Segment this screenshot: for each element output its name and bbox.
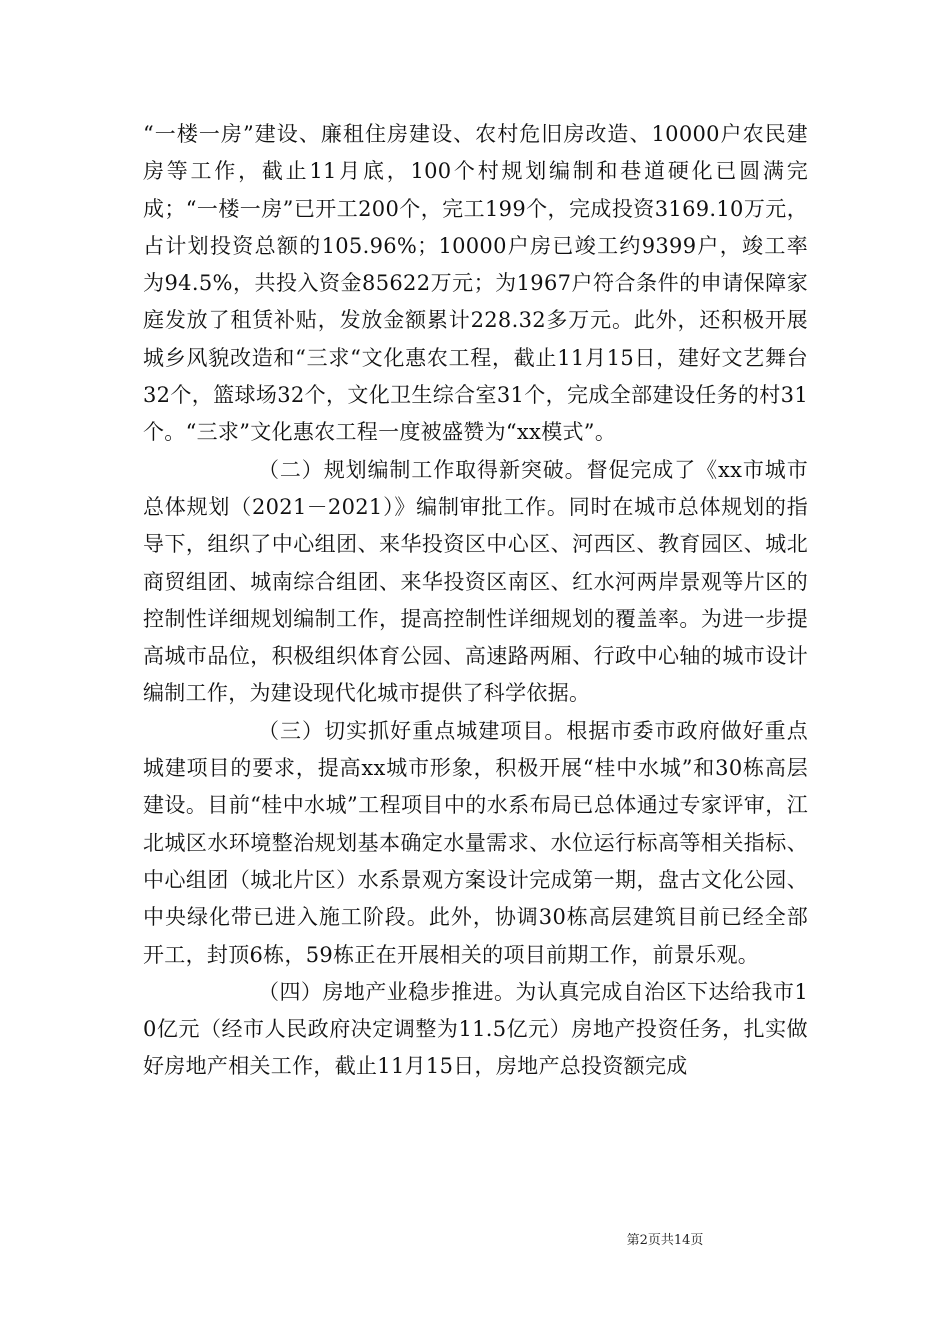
paragraph-housing-projects: “一楼一房”建设、廉租住房建设、农村危旧房改造、10000户农民建房等工作，截止11月底，100个村规划编制和巷道硬化已圆满完成；“一楼一房”已开工200个，完工199个，完成投资3169.10万元，占计划投资总额的105.96%；10000户房已竣工约9399户，竣工率为94.5%，共投入资金85622万元；为1967户符合条件的申请保障家庭发放了租赁补贴，发放金额累计228.32多万元。此外，还积极开展城乡风貌改造和“三求“文化惠农工程，截止11月15日，建好文艺舞台32个，篮球场32个，文化卫生综合室31个，完成全部建设任务的村31个。“三求”文化惠农工程一度被盛赞为“xx模式”。 <box>143 122 808 445</box>
page-number: 第2页共14页 <box>626 1233 704 1248</box>
document-body <box>143 116 808 1086</box>
paragraph-key-projects: （三）切实抓好重点城建项目。根据市委市政府做好重点城建项目的要求，提高xx城市形象，积极开展“桂中水城”和30栋高层建设。目前“桂中水城”工程项目中的水系布局已总体通过专家评审，江北城区水环境整治规划基本确定水量需求、水位运行标高等相关指标、中心组团（城北片区）水系景观方案设计完成第一期，盘古文化公园、中央绿化带已进入施工阶段。此外，协调30栋高层建筑目前已经全部开工，封顶6栋，59栋正在开展相关的项目前期工作，前景乐观。 <box>143 718 808 967</box>
paragraph-planning: （二）规划编制工作取得新突破。督促完成了《xx市城市总体规划（2021－2021）》编制审批工作。同时在城市总体规划的指导下，组织了中心组团、来华投资区中心区、河西区、教育园区、城北商贸组团、城南综合组团、来华投资区南区、红水河两岸景观等片区的控制性详细规划编制工作，提高控制性详细规划的覆盖率。为进一步提高城市品位，积极组织体育公园、高速路两厢、行政中心轴的城市设计编制工作，为建设现代化城市提供了科学依据。 <box>143 457 808 706</box>
paragraph-real-estate: （四）房地产业稳步推进。为认真完成自治区下达给我市10亿元（经市人民政府决定调整为11.5亿元）房地产投资任务，扎实做好房地产相关工作，截止11月15日，房地产总投资额完成 <box>143 979 808 1079</box>
page-footer <box>0 1233 950 1249</box>
